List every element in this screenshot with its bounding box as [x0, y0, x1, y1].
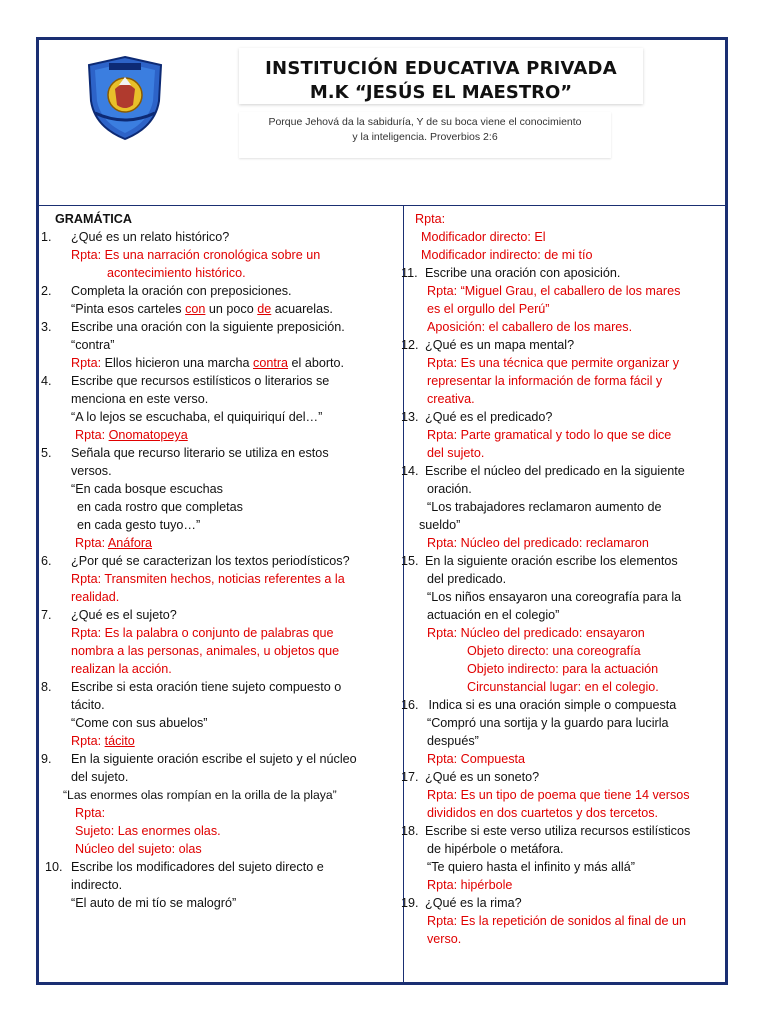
answer-10-line3: Modificador indirecto: de mi tío [421, 248, 593, 262]
section-title: GRAMÁTICA [55, 212, 132, 226]
answer-9-line1: Rpta: [75, 806, 106, 820]
answer-14: Rpta: Núcleo del predicado: reclamaron [427, 536, 649, 550]
question-18: 18. Escribe si este verso utiliza recursos estilísticos [401, 824, 691, 838]
question-5: 5. Señala que recurso literario se utiliza en estos [41, 446, 329, 460]
bible-verse [239, 112, 611, 158]
answer-12-line3: creativa. [427, 392, 475, 406]
answer-13-line1: Rpta: Parte gramatical y todo lo que se dice [427, 428, 672, 442]
question-17: 17. ¿Qué es un soneto? [401, 770, 540, 784]
question-10: 10. Escribe los modificadores del sujeto directo e [45, 860, 324, 874]
answer-1-line2: acontecimiento histórico. [107, 266, 246, 280]
example-2: “Pinta esos carteles con un poco de acuarelas. [71, 302, 333, 316]
answer-7-line1: Rpta: Es la palabra o conjunto de palabras que [71, 626, 334, 640]
example-14-line1: “Los trabajadores reclamaron aumento de [427, 500, 662, 514]
question-10-line2: indirecto. [71, 878, 123, 892]
question-18-line2: de hipérbole o metáfora. [427, 842, 564, 856]
example-10: “El auto de mi tío se malogró” [71, 896, 237, 910]
verse-line2: y la inteligencia. Proverbios 2:6 [352, 131, 498, 143]
example-9: “Las enormes olas rompían en la orilla de la playa” [63, 788, 337, 802]
answer-15-line3: Objeto indirecto: para la actuación [467, 662, 659, 676]
school-header [39, 40, 725, 206]
answer-3: Rpta: Ellos hicieron una marcha contra el aborto. [71, 356, 345, 370]
answer-6-line2: realidad. [71, 590, 120, 604]
question-8: 8. Escribe si esta oración tiene sujeto compuesto o [41, 680, 342, 694]
question-9-line2: del sujeto. [71, 770, 129, 784]
answer-11-line3: Aposición: el caballero de los mares. [427, 320, 633, 334]
left-column [41, 210, 397, 912]
example-8: “Come con sus abuelos” [71, 716, 208, 730]
question-13: 13. ¿Qué es el predicado? [401, 410, 553, 424]
example-15-line2: actuación en el colegio” [427, 608, 560, 622]
question-19: 19. ¿Qué es la rima? [401, 896, 522, 910]
answer-9-line3: Núcleo del sujeto: olas [75, 842, 202, 856]
verse-4: “A lo lejos se escuchaba, el quiquiriquí del…” [71, 410, 323, 424]
answer-15-line2: Objeto directo: una coreografía [467, 644, 641, 658]
verse-line1: Porque Jehová da la sabiduría, Y de su boca viene el conocimiento [268, 116, 582, 128]
page-border [36, 37, 728, 985]
answer-17-line2: divididos en dos cuartetos y dos tercetos. [427, 806, 659, 820]
question-16: 16. Indica si es una oración simple o compuesta [401, 698, 677, 712]
question-9: 9. En la siguiente oración escribe el sujeto y el núcleo [41, 752, 357, 766]
right-column [401, 210, 723, 948]
question-15: 15. En la siguiente oración escribe los elementos [401, 554, 678, 568]
answer-8: Rpta: tácito [71, 734, 135, 748]
question-4-line2: menciona en este verso. [71, 392, 209, 406]
question-14-line2: oración. [427, 482, 472, 496]
preposition-3: “contra” [71, 338, 115, 352]
title-banner [239, 48, 643, 104]
question-2: 2. Completa la oración con preposiciones. [41, 284, 292, 298]
verse-5-line1: “En cada bosque escuchas [71, 482, 223, 496]
verse-5-line3: en cada gesto tuyo…” [77, 518, 201, 532]
answer-11-line2: es el orgullo del Perú” [427, 302, 550, 316]
answer-19-line1: Rpta: Es la repetición de sonidos al final de un [427, 914, 687, 928]
verse-5-line2: en cada rostro que completas [77, 500, 243, 514]
question-12: 12. ¿Qué es un mapa mental? [401, 338, 575, 352]
answer-9-line2: Sujeto: Las enormes olas. [75, 824, 221, 838]
question-14: 14. Escribe el núcleo del predicado en la siguiente [401, 464, 685, 478]
answer-10-line2: Modificador directo: El [421, 230, 546, 244]
school-title-line2: M.K “JESÚS EL MAESTRO” [309, 82, 573, 103]
answer-18: Rpta: hipérbole [427, 878, 513, 892]
answer-16: Rpta: Compuesta [427, 752, 526, 766]
question-6: 6. ¿Por qué se caracterizan los textos periodísticos? [41, 554, 350, 568]
example-16-line2: después” [427, 734, 479, 748]
example-18: “Te quiero hasta el infinito y más allá” [427, 860, 635, 874]
school-title-line1: INSTITUCIÓN EDUCATIVA PRIVADA [265, 58, 617, 79]
answer-4: Rpta: Onomatopeya [75, 428, 188, 442]
example-16-line1: “Compró una sortija y la guardo para lucirla [427, 716, 669, 730]
question-1: 1. ¿Qué es un relato histórico? [41, 230, 230, 244]
question-8-line2: tácito. [71, 698, 105, 712]
question-7: 7. ¿Qué es el sujeto? [41, 608, 177, 622]
answer-15-line1: Rpta: Núcleo del predicado: ensayaron [427, 626, 645, 640]
question-3: 3. Escribe una oración con la siguiente preposición. [41, 320, 345, 334]
answer-10-line1: Rpta: [415, 212, 446, 226]
answer-17-line1: Rpta: Es un tipo de poema que tiene 14 versos [427, 788, 690, 802]
school-logo-shield-icon [85, 55, 165, 141]
question-11: 11. Escribe una oración con aposición. [401, 266, 621, 280]
answer-12-line1: Rpta: Es una técnica que permite organizar y [427, 356, 680, 370]
example-14-line2: sueldo” [419, 518, 461, 532]
answer-19-line2: verso. [427, 932, 462, 946]
answer-1-line1: Rpta: Es una narración cronológica sobre un [71, 248, 321, 262]
question-15-line2: del predicado. [427, 572, 507, 586]
answer-7-line2: nombra a las personas, animales, u objetos que [71, 644, 340, 658]
example-15-line1: “Los niños ensayaron una coreografía para la [427, 590, 682, 604]
answer-5: Rpta: Anáfora [75, 536, 153, 550]
answer-15-line4: Circunstancial lugar: en el colegio. [467, 680, 659, 694]
question-4: 4. Escribe que recursos estilísticos o literarios se [41, 374, 330, 388]
answer-6-line1: Rpta: Transmiten hechos, noticias referentes a la [71, 572, 345, 586]
question-5-line2: versos. [71, 464, 112, 478]
answer-12-line2: representar la información de forma fácil y [427, 374, 663, 388]
answer-7-line3: realizan la acción. [71, 662, 172, 676]
answer-13-line2: del sujeto. [427, 446, 485, 460]
answer-11-line1: Rpta: “Miguel Grau, el caballero de los mares [427, 284, 681, 298]
